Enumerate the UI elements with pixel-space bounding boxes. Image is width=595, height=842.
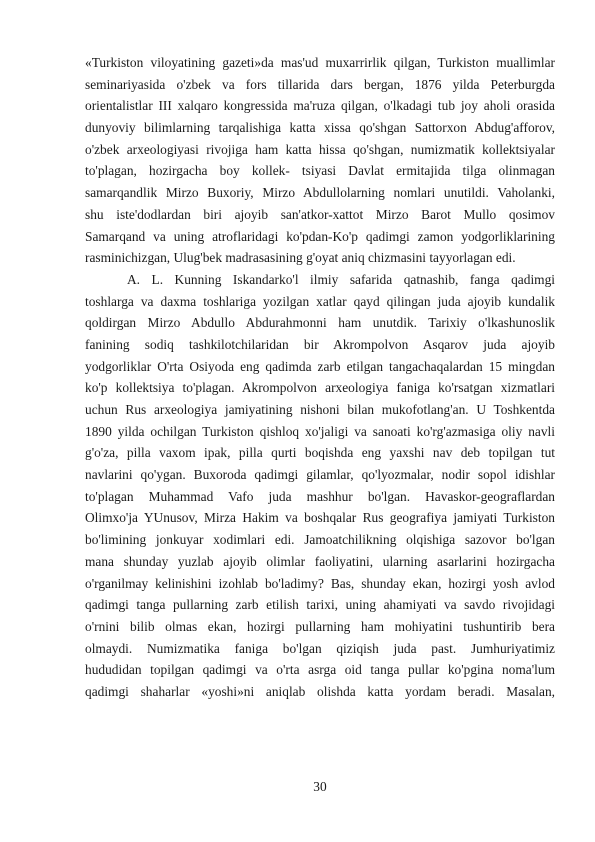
text-line: o'zbek arxeologiyasi rivojiga ham katta hissa qo'shgan, numizmatik kollektsiyalar <box>85 141 555 157</box>
text-line: shu iste'dodlardan biri ajoyib san'atkor-xattot Mirzo Barot Mullo qosimov <box>85 206 555 222</box>
text-line: qadimgi tanga pullarning zarb etilish tarixi, uning ahamiyati va savdo rivojidagi <box>85 597 555 613</box>
text-line: «Turkiston viloyatining gazeti»da mas'ud muxarrirlik qilgan, Turkiston muallimlar <box>85 55 555 70</box>
text-line: to'plagan, hozirgacha boy kollek- tsiyasi Davlat ermitajida tilga olinmagan <box>85 163 555 179</box>
text-line: samarqandlik Mirzo Buxoriy, Mirzo Abdullolarning nomlari unutildi. Vaholanki, <box>85 185 555 201</box>
text-line: qadimgi shaharlar «yoshi»ni aniqlab olishda katta yordam beradi. Masalan, <box>85 683 555 699</box>
body-text <box>85 52 555 703</box>
text-line: Samarqand va uning atroflaridagi ko'pdan-Ko'p qadimgi zamon yodgorliklarining <box>85 228 555 244</box>
text-line: rasminichizgan, Ulug'bek madrasasining g'oyat aniq chizmasini tayyorlagan edi. <box>85 250 516 266</box>
text-line: seminariyasida o'zbek va fors tillarida dars bergan, 1876 yilda Peterburgda <box>85 76 555 92</box>
text-line: dunyoviy bilimlarning tarqalishiga katta xissa qo'shgan Sattorxon Abdug'afforov, <box>85 120 555 136</box>
text-line: mana shunday yuzlab ajoyib olimlar faoliyatini, ularning asarlarini hozirgacha <box>85 553 555 569</box>
text-line: olmaydi. Numizmatika faniga bo'lgan qiziqish juda past. Jumhuriyatimiz <box>85 640 555 656</box>
text-line: uchun Rus arxeologiya jamiyatining nishoni bilan mukofotlang'an. U Toshkentda <box>85 402 555 417</box>
text-line: toshlarga va daxma toshlariga yozilgan xatlar qayd qilingan juda ajoyib kundalik <box>85 293 555 309</box>
text-line: navlarini qo'ygan. Buxoroda qadimgi gilamlar, qo'lyozmalar, nodir sopol idishlar <box>85 467 555 483</box>
text-line: to'plagan Muhammad Vafo juda mashhur bo'lgan. Havaskor-geograflardan <box>85 488 555 504</box>
text-line: yodgorliklar O'rta Osiyoda eng qadimda zarb etilgan tangachaqalardan 15 mingdan <box>85 358 555 374</box>
text-line: o'rnini bilib olmas ekan, hozirgi pullarning ham mohiyatini tushuntirib bera <box>85 618 555 634</box>
text-line: g'o'za, pilla vaxom ipak, pilla qurti boqishda eng yaxshi nav deb topilgan tut <box>85 445 555 461</box>
page-number: 30 <box>313 779 327 794</box>
text-line: A. L. Kunning Iskandarko'l ilmiy safarida qatnashib, fanga qadimgi <box>127 271 555 287</box>
text-line: qoldirgan Mirzo Abdullo Abdurahmonni ham unutdik. Tarixiy o'lkashunoslik <box>85 315 555 331</box>
text-line: 1890 yilda ochilgan Turkiston qishloq xo'jaligi va sanoati ko'rg'azmasiga oliy navli <box>85 423 555 439</box>
text-line: orientalistlar III xalqaro kongressida ma'ruza qilgan, o'lkadagi tub joy aholi orasida <box>85 98 555 114</box>
text-line: ko'p kollektsiya to'plagan. Akrompolvon arxeologiya faniga ko'rsatgan xizmatlari <box>85 380 555 396</box>
text-line: hududidan topilgan qadimgi va o'rta asrga oid tanga pullar ko'pgina noma'lum <box>85 662 555 678</box>
text-line: bo'limining jonkuyar xodimlari edi. Jamoatchilikning olqishiga sazovor bo'lgan <box>85 532 555 548</box>
text-line: o'rganilmay kelinishini izohlab bo'ladimy? Bas, shunday ekan, hozirgi yosh avlod <box>85 575 555 591</box>
text-line: Olimxo'ja YUnusov, Mirza Hakim va boshqalar Rus geografiya jamiyati Turkiston <box>85 510 555 526</box>
text-line: fanining sodiq tashkilotchilaridan bir Akrompolvon Asqarov juda ajoyib <box>85 336 555 352</box>
